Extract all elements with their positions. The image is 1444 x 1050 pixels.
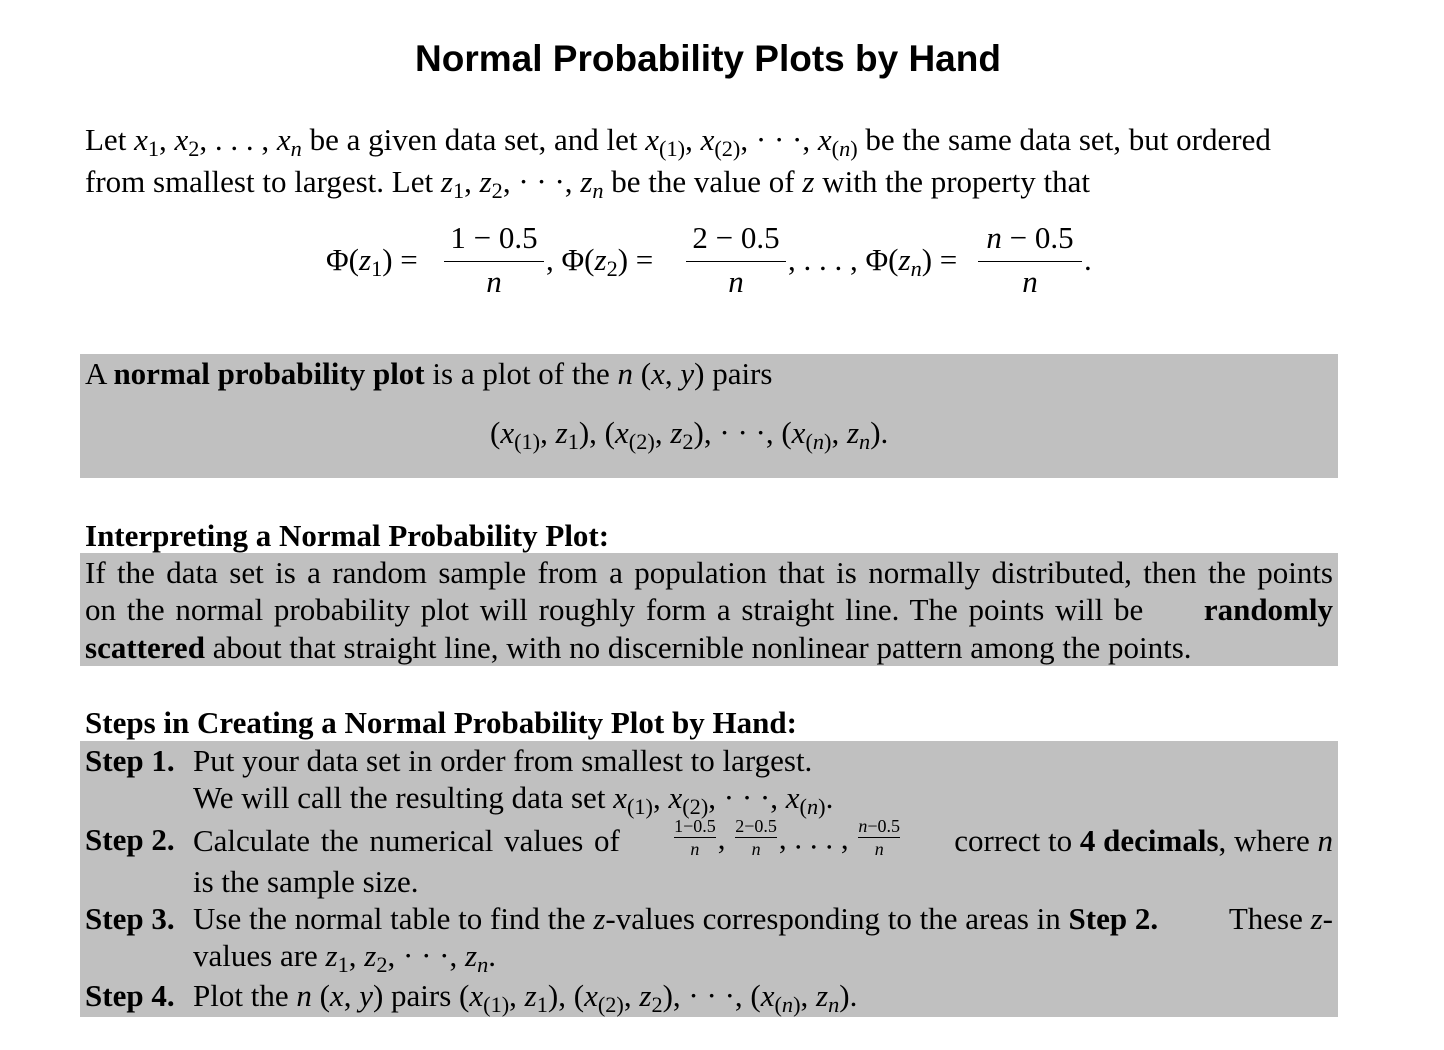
interpreting-heading: Interpreting a Normal Probability Plot: xyxy=(85,518,610,553)
step-2-text: Calculate the numerical values of $\frac{1-0.5}{n}$ , $\frac{2-0.5}{n}$ , . . . , $\frac{n-0.5}{n}$ correct to 4 decimals, where n xyxy=(193,815,1333,859)
small-fraction-1: $\frac{1-0.5}{n}$ xyxy=(674,815,716,859)
step-1-text-2: We will call the resulting data set $x_{(1)}$, $x_{(2)}$, · · ·, $x_{(n)}$. xyxy=(193,780,834,820)
step-4-label: Step 4. xyxy=(85,978,175,1013)
intro-line-1: Let $x_1$, $x_2$, . . . , $x_n$ be a given data set, and let $x_{(1)}$, $x_{(2)}$, · · ·, $x_{(n)}$ be the same data set, but ordered xyxy=(85,122,1271,162)
step-3-text-2: values are $z_1$, $z_2$, · · ·, $z_n$. xyxy=(193,938,496,978)
interpreting-line-2: on the normal probability plot will roughly form a straight line. The points will be randomly xyxy=(85,592,1333,627)
step-3-label: Step 3. xyxy=(85,901,175,936)
step-1-text: Put your data set in order from smallest to largest. xyxy=(193,743,813,778)
steps-heading: Steps in Creating a Normal Probability Plot by Hand: xyxy=(85,705,797,740)
interpreting-line-1: If the data set is a random sample from a population that is normally distributed, then the points xyxy=(85,555,1333,590)
interpreting-line-3: scattered about that straight line, with no discernible nonlinear pattern among the points. xyxy=(85,630,1192,665)
fraction-2: 2 − 0.5 n xyxy=(686,218,786,302)
step-2-text-2: is the sample size. xyxy=(193,864,419,899)
definition-pairs: ($x_{(1)}$, $z_1$), ($x_{(2)}$, $z_2$), · · ·, ($x_{(n)}$, $z_n$). xyxy=(490,415,889,455)
fraction-3: n − 0.5 n xyxy=(978,218,1082,302)
phi-formula: $\Phi(z_1)$ = 1 − 0.5 n , $\Phi(z_2)$ = 2 − 0.5 n , . . . , $\Phi(z_n)$ = n − 0.5 n . xyxy=(0,218,1444,308)
small-fraction-3: $\frac{n-0.5}{n}$ xyxy=(858,815,901,859)
intro-line-2: from smallest to largest. Let $z_1$, $z_2$, · · ·, $z_n$ be the value of z with the property that xyxy=(85,164,1090,204)
page-title: Normal Probability Plots by Hand xyxy=(415,38,1001,79)
step-3-text: Use the normal table to find the z-values corresponding to the areas in Step 2. These z- xyxy=(193,901,1333,936)
step-4-text: Plot the n (x, y) pairs ($x_{(1)}$, $z_1$), ($x_{(2)}$, $z_2$), · · ·, ($x_{(n)}$, $z_n$). xyxy=(193,978,858,1018)
small-fraction-2: $\frac{2-0.5}{n}$ xyxy=(735,815,777,859)
step-1-label: Step 1. xyxy=(85,743,175,778)
definition-line: A normal probability plot is a plot of the n (x, y) pairs xyxy=(85,356,773,391)
fraction-1: 1 − 0.5 n xyxy=(444,218,544,302)
step-2-label: Step 2. xyxy=(85,822,175,857)
